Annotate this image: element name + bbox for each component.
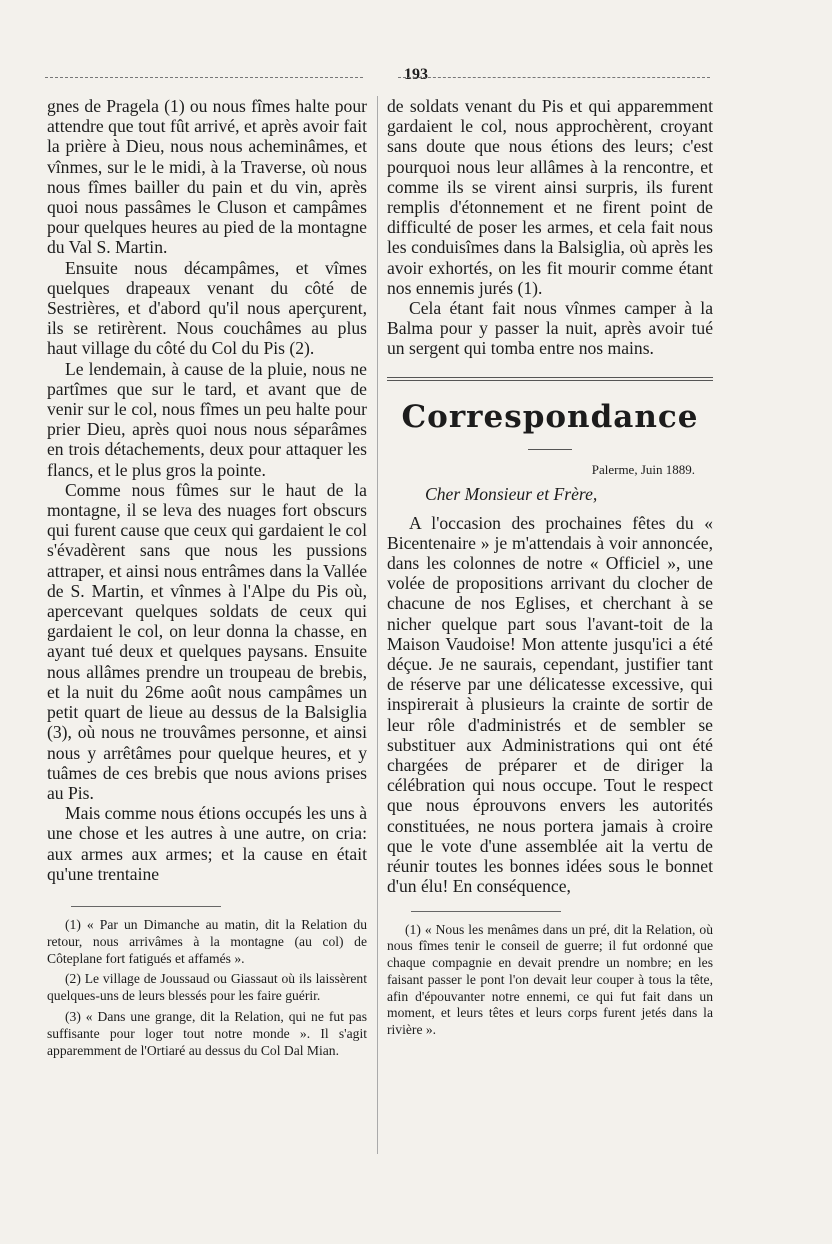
paragraph: Le lendemain, à cause de la pluie, nous ne partîmes que sur le tard, et avant que de venir sur le col, nous fîmes un peu halte pour prier Dieu, après quoi nous nous séparâmes en trois détachements, deux pour attaquer les flancs, et le plus gros la pointe. [47, 358, 367, 480]
paragraph: Comme nous fûmes sur le haut de la montagne, il se leva des nuages fort obscurs qui furent cause que ceux qui gardaient le col s'évadèrent sans que nous les pussions attraper, et ainsi nous entrâmes dans la Vallée de S. Martin, et vînmes à l'Alpe du Pis où, apercevant quelques soldats de ceux qui gardaient le col, on leur donna la chasse, en ayant tué deux et quelques paysans. Ensuite nous allâmes prendre un troupeau de brebis, et la nuit du 26me août nous campâmes un petit quart de lieue au dessus de la Balsiglia (3), où nous ne trouvâmes personne, et ainsi nous y arrêtâmes pour quelque heures, et y tuâmes de ces brebis que nous avions prises au Pis. [47, 479, 367, 803]
paragraph: A l'occasion des prochaines fêtes du « Bicentenaire » je m'attendais à voir annoncée, dans les colonnes de notre « Officiel », une volée de propositions arrivant du clocher de chacune de nos Eglises, et cherchant à se nicher quelque part sous l'avant-toit de la Maison Vaudoise! Mon attente jusqu'ici a été déçue. Je ne saurais, cependant, justifier tant de réserve par une délicatesse excessive, qui inspirerait à plusieurs la crainte de sortir de leur rôle d'administrés et de sembler se substituer aux Administrations qui ont été chargées de préparer et de diriger la célébration qui nous occupe. Tout le respect que nous éprouvons envers les autorités constituées, ne nous portera jamais à croire que le vote d'une assemblée ait la vertu de réunir toutes les bonnes idées sous le bonnet d'un élu! En conséquence, [387, 512, 713, 897]
header-rule-left [45, 77, 363, 78]
right-column [387, 96, 713, 1043]
left-column [47, 96, 367, 1063]
header-rule-right [398, 77, 710, 78]
left-footnotes [47, 917, 367, 1059]
paragraph: gnes de Pragela (1) ou nous fîmes halte pour attendre que tout fût arrivé, et après avoir fait la prière à Dieu, nous nous acheminâmes, et vînmes, sur le le midi, à la Traverse, où nous nous fîmes bailler du pain et du vin, après quoi nous passâmes le Cluson et campâmes pour quelques heures au pied de la montagne du Val S. Martin. [47, 96, 367, 258]
paragraph: Cela étant fait nous vînmes camper à la Balma pour y passer la nuit, après avoir tué un sergent qui tomba entre nos mains. [387, 298, 713, 359]
section-heading: Correspondance [401, 398, 699, 435]
heading-rule [528, 449, 572, 450]
salutation: Cher Monsieur et Frère, [425, 483, 598, 504]
letter-text [387, 513, 713, 897]
right-column-text [387, 96, 713, 359]
paragraph: Ensuite nous décampâmes, et vîmes quelques drapeaux venant du côté de Sestrières, et d'abord qu'il nous aperçurent, ils se retirèrent. Nous couchâmes au plus haut village du côté du Col du Pis (2). [47, 257, 367, 359]
footnote: (2) Le village de Joussaud ou Giassaut où ils laissèrent quelques-uns de leurs blessés pour les faire guérir. [47, 971, 367, 1004]
footnote-rule [71, 906, 221, 907]
footnote: (1) « Nous les menâmes dans un pré, dit la Relation, où nous fîmes tenir le conseil de guerre; il fut ordonné que chaque compagnie en devait prendre un nombre; en les faisant passer le pont l'on devait leur couper à tous la tête, afin d'épouvanter notre ennemi, ce qui fut fait dans un moment, et leurs têtes et leurs corps furent jetés dans la rivière ». [387, 921, 713, 1038]
dateline: Palerme, Juin 1889. [591, 461, 695, 477]
footnote: (1) « Par un Dimanche au matin, dit la Relation du retour, nous arrivâmes à la montagne (au col) de Côteplane fort fatigués et affamés ». [47, 916, 367, 966]
footnote: (3) « Dans une grange, dit la Relation, qui ne fut pas suffisante pour loger tout notre monde ». Il s'agit apparemment de l'Ortiaré au dessus du Col Dal Mian. [47, 1008, 367, 1058]
right-footnotes [387, 922, 713, 1040]
column-divider [377, 96, 378, 1154]
paragraph: de soldats venant du Pis et qui apparemment gardaient le col, nous approchèrent, croyant sans doute que nous étions des leurs; c'est pourquoi nous leur allâmes à la rencontre, et comme ils se virent ainsi surpris, ils furent remplis d'étonnement et ne firent point de difficulté de poser les armes, et cela fait nous les conduisîmes dans la Balsiglia, où après les avoir exhortés, on les fit mourir comme étant nos ennemis jurés (1). [387, 96, 713, 298]
footnote-rule [411, 911, 561, 912]
left-column-text [47, 96, 367, 884]
page-number: 193 [404, 66, 428, 83]
paragraph: Mais comme nous étions occupés les uns à une chose et les autres à une autre, on cria: aux armes aux armes; et la cause en était qu'une trentaine [47, 803, 367, 884]
section-separator [387, 377, 713, 381]
